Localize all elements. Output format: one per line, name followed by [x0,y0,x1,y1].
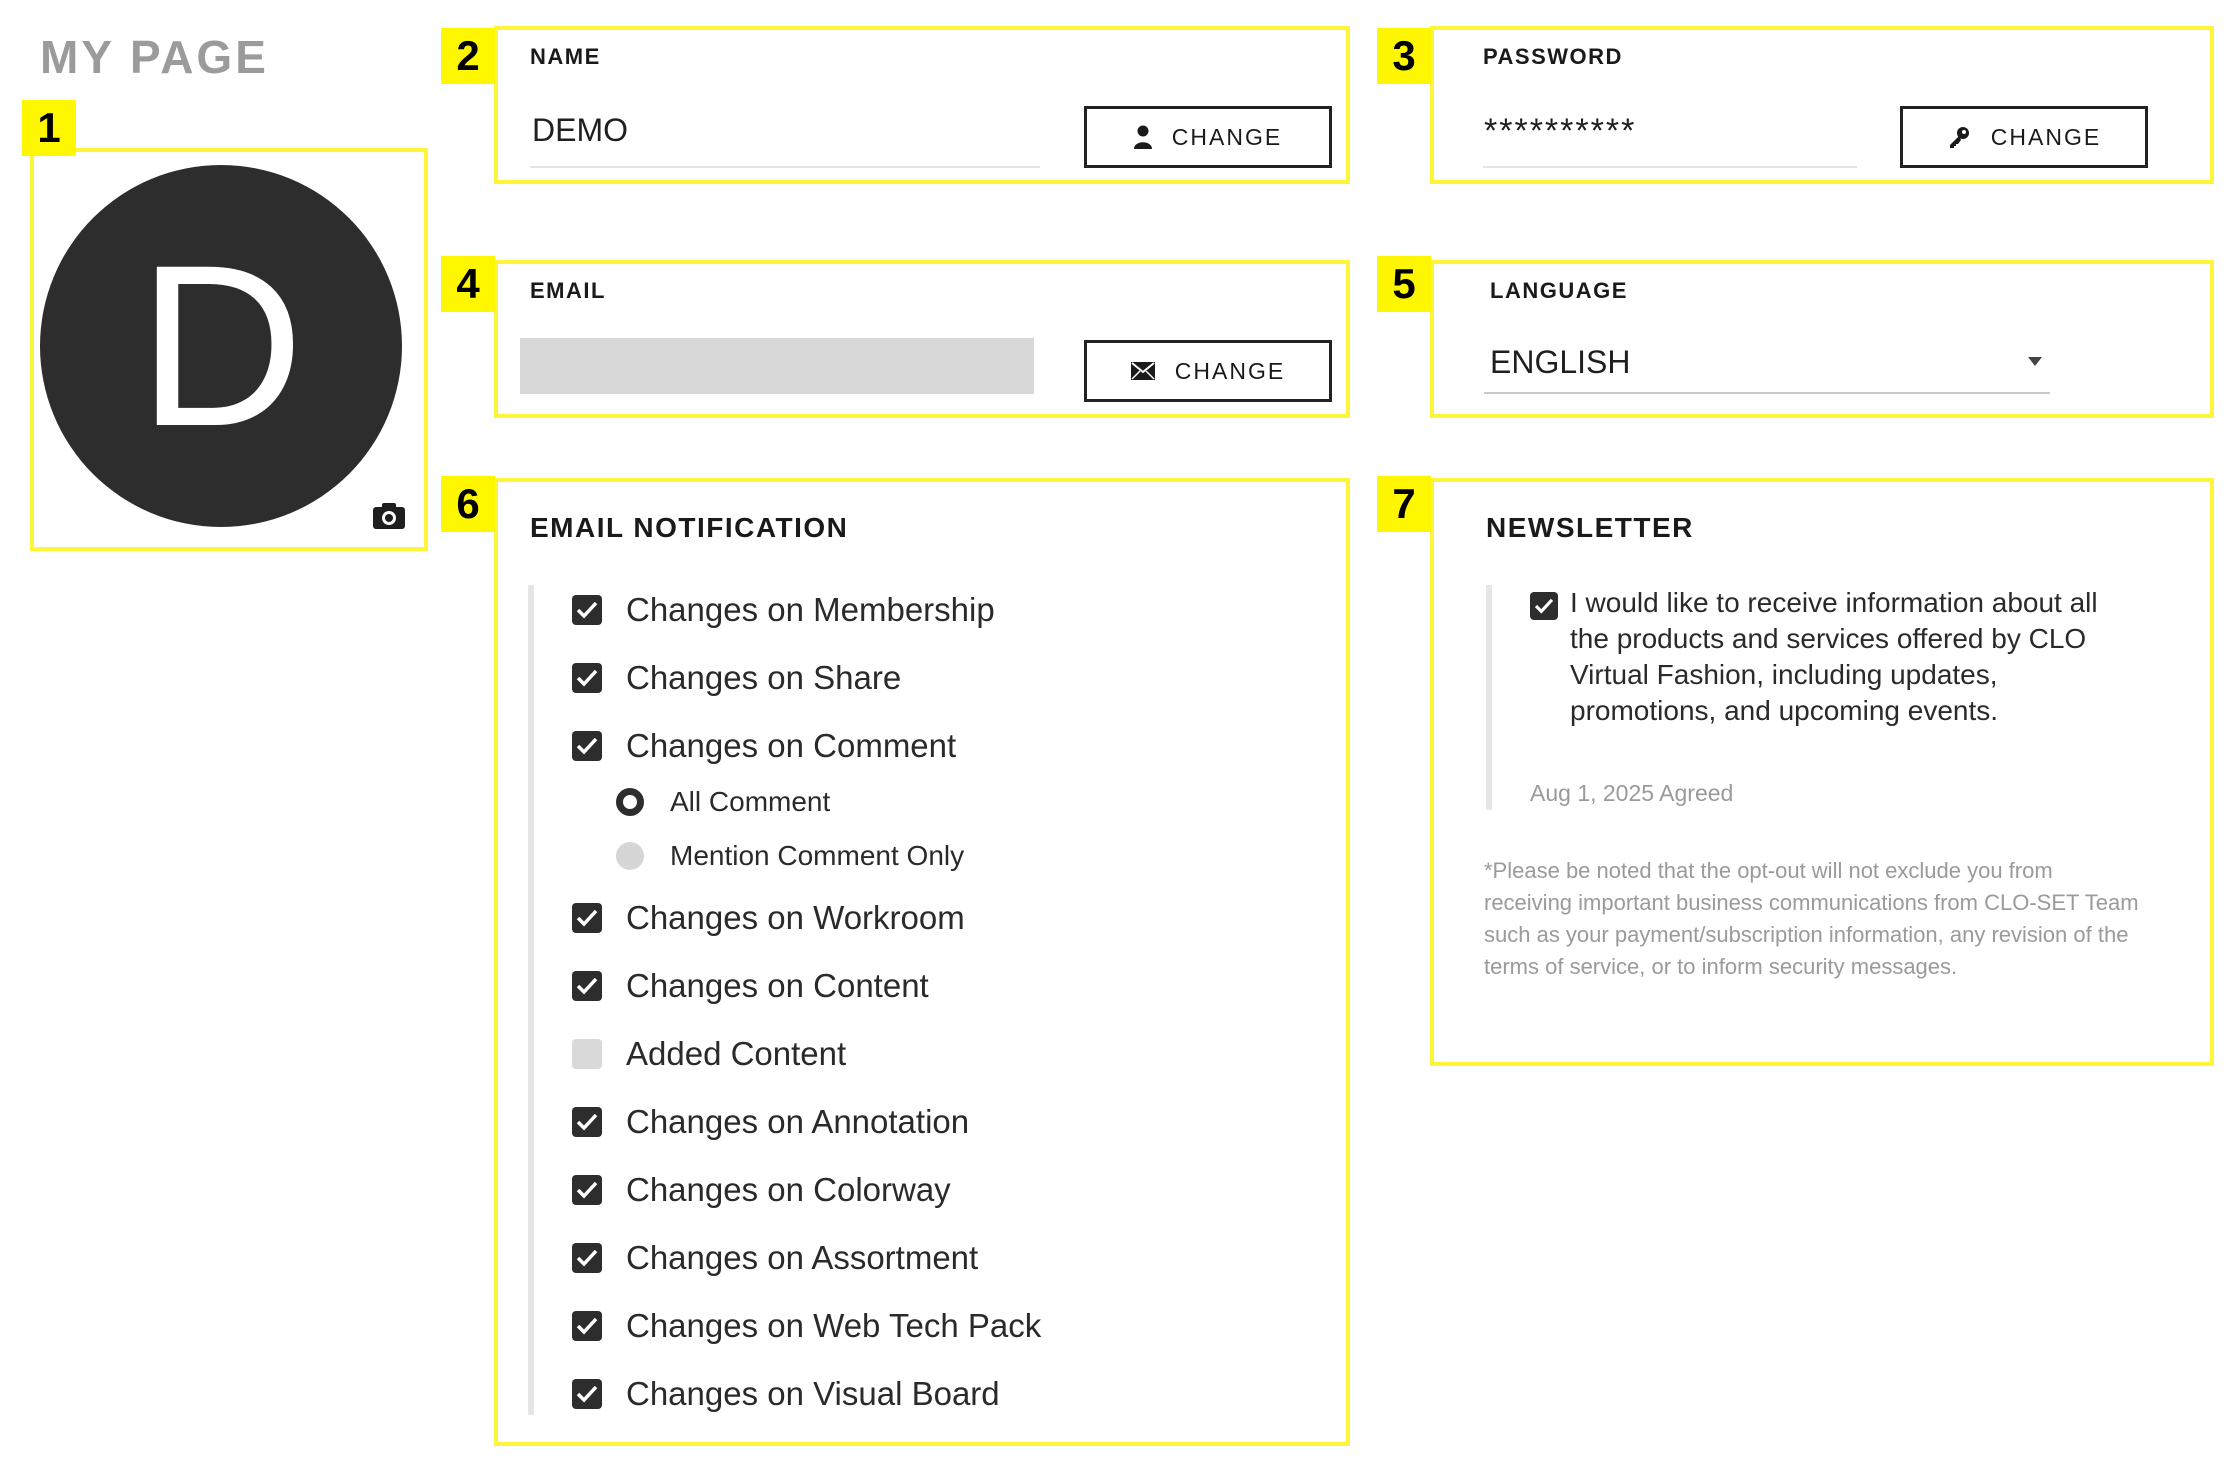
checkbox-label: Changes on Visual Board [626,1375,1000,1412]
change-name-label: CHANGE [1171,123,1283,150]
avatar[interactable] [40,165,402,527]
notification-list-bar [528,585,534,1415]
envelope-icon [1131,362,1155,380]
name-underline [530,166,1040,168]
checkbox-label: Added Content [626,1035,847,1072]
checkbox-share[interactable] [572,659,901,697]
checkbox-checked-icon[interactable] [572,971,602,1001]
change-email-label: CHANGE [1174,357,1286,384]
change-password-label: CHANGE [1990,123,2102,150]
newsletter-title: NEWSLETTER [1486,512,1694,543]
page-title: MY PAGE [40,31,269,83]
checkbox-colorway[interactable] [572,1171,951,1209]
camera-icon[interactable] [372,502,406,530]
radio-label: Mention Comment Only [670,840,965,871]
checkbox-label: Changes on Assortment [626,1239,979,1276]
change-email-button[interactable] [1084,340,1332,402]
checkbox-visual-board[interactable] [572,1375,1000,1413]
callout-1: 1 [22,100,76,156]
checkbox-label: Changes on Colorway [626,1171,951,1208]
radio-all-comment[interactable] [616,786,830,818]
callout-5: 5 [1377,256,1431,312]
radio-mention-comment-only[interactable] [616,840,964,872]
checkbox-checked-icon[interactable] [572,731,602,761]
caret-down-icon[interactable] [2026,354,2044,366]
avatar-initial: D [137,217,305,474]
checkbox-web-tech-pack[interactable] [572,1307,1041,1345]
email-notification-title: EMAIL NOTIFICATION [530,512,849,543]
checkbox-assortment[interactable] [572,1239,978,1277]
password-input[interactable]: ********** [1484,112,1637,150]
checkbox-label: Changes on Annotation [626,1103,970,1140]
checkbox-checked-icon[interactable] [572,663,602,693]
email-input[interactable] [520,338,1034,394]
checkbox-checked-icon[interactable] [572,1379,602,1409]
password-label: PASSWORD [1483,44,1623,69]
newsletter-checkbox[interactable] [1530,592,1558,620]
change-password-button[interactable] [1900,106,2148,168]
checkbox-checked-icon[interactable] [572,1243,602,1273]
password-underline [1483,166,1857,168]
radio-unselected-icon[interactable] [616,842,644,870]
radio-selected-icon[interactable] [616,788,644,816]
name-label: NAME [530,44,601,69]
checkbox-label: Changes on Web Tech Pack [626,1307,1042,1344]
callout-4: 4 [441,256,495,312]
checkbox-comment[interactable] [572,727,956,765]
newsletter-agreed-date: Aug 1, 2025 Agreed [1530,780,1734,806]
checkbox-label: Changes on Comment [626,727,957,764]
checkbox-checked-icon[interactable] [572,903,602,933]
newsletter-note: *Please be noted that the opt-out will not exclude you from receiving important business communications from CLO-SET Team such as your payment/subscription information, any revision of the terms of service, or to inform security messages. [1484,858,2139,979]
callout-6: 6 [441,476,495,532]
checkbox-checked-icon[interactable] [572,1107,602,1137]
callout-3: 3 [1377,28,1431,84]
checkbox-checked-icon[interactable] [572,595,602,625]
language-label: LANGUAGE [1490,278,1628,303]
checkbox-membership[interactable] [572,591,995,629]
name-input[interactable]: DEMO [532,112,628,148]
checkbox-checked-icon[interactable] [572,1175,602,1205]
checkbox-content[interactable] [572,967,929,1005]
checkbox-added-content[interactable] [572,1035,846,1073]
checkbox-checked-icon[interactable] [572,1311,602,1341]
checkbox-label: Changes on Membership [626,591,995,628]
language-select[interactable]: ENGLISH [1490,344,1631,380]
email-label: EMAIL [530,278,606,303]
callout-7: 7 [1377,476,1431,532]
key-icon [1947,125,1971,149]
newsletter-consent-text: I would like to receive information about all the products and services offered by CLO Virtual Fashion, including updates, promotions, and upcoming events. [1570,587,2098,726]
language-underline [1484,392,2050,394]
change-name-button[interactable] [1084,106,1332,168]
callout-2: 2 [441,28,495,84]
newsletter-bar [1486,585,1492,810]
checkbox-annotation[interactable] [572,1103,969,1141]
checkbox-workroom[interactable] [572,899,965,937]
checkbox-label: Changes on Share [626,659,902,696]
checkbox-label: Changes on Workroom [626,899,965,936]
checkbox-unchecked-icon[interactable] [572,1039,602,1069]
user-icon [1134,125,1152,149]
radio-label: All Comment [670,786,831,817]
checkbox-label: Changes on Content [626,967,929,1004]
